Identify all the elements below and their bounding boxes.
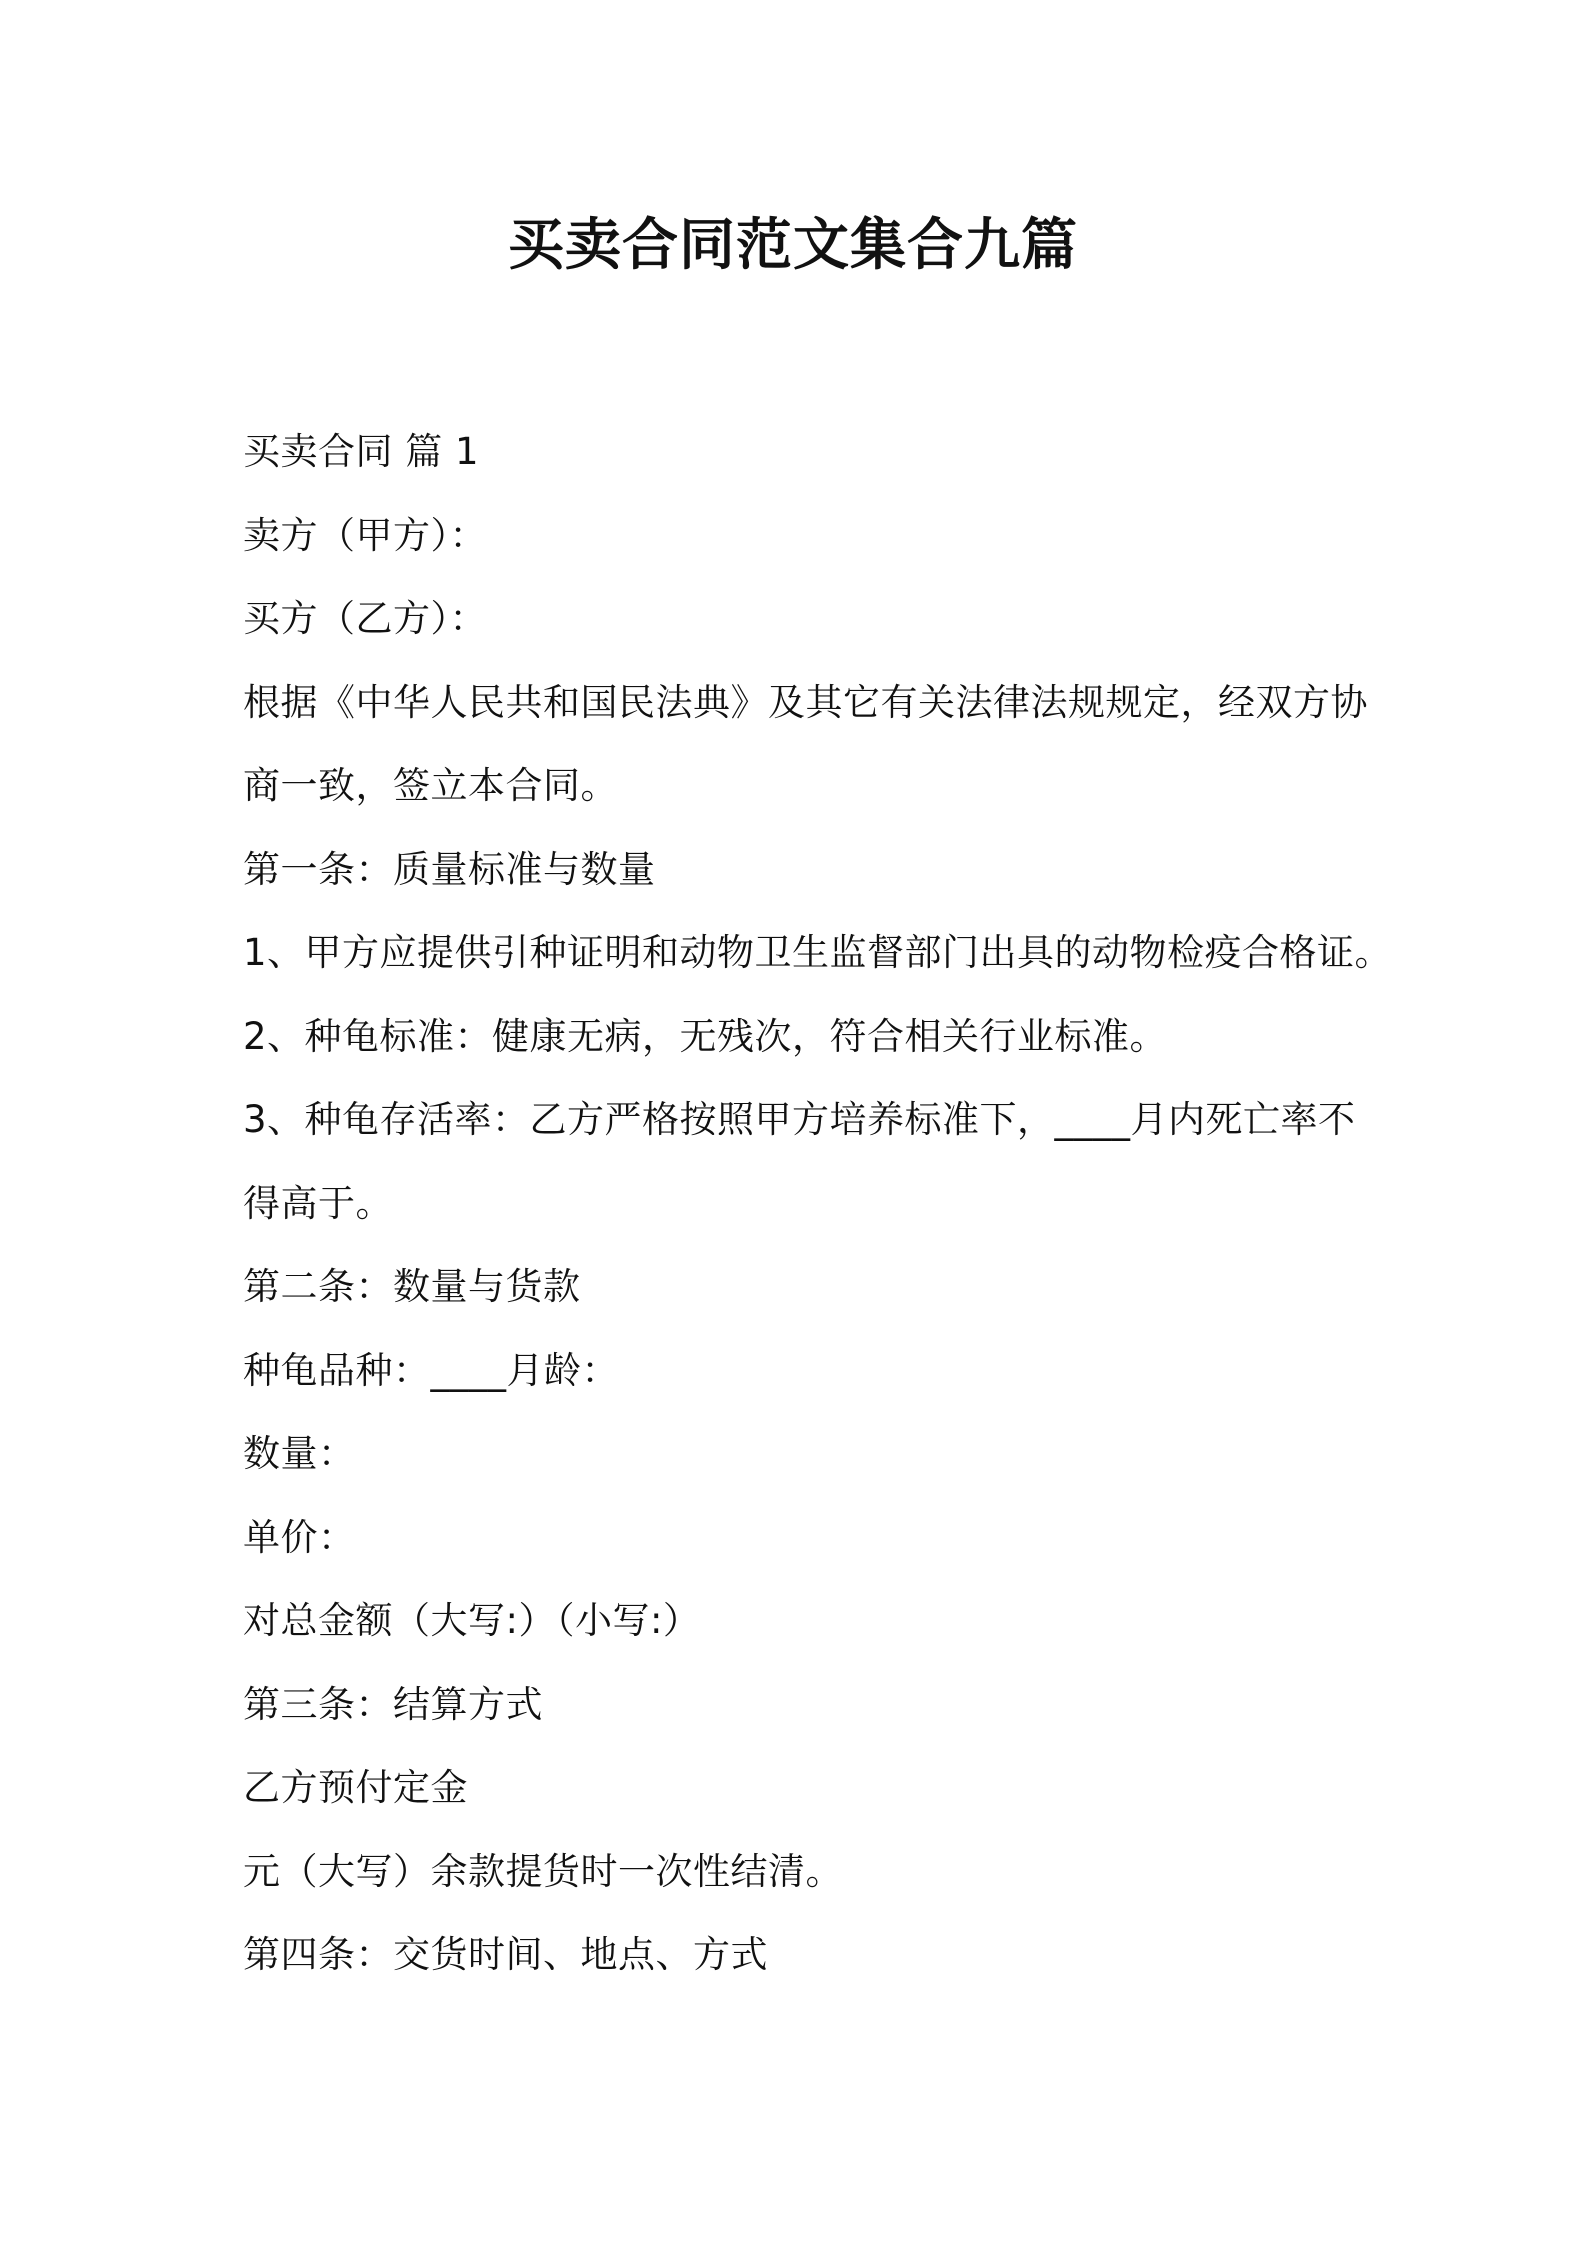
clause-line: 元（大写）余款提货时一次性结清。 [243,1849,843,1893]
field-line-total-amount: 对总金额（大写:）（小写:） [243,1599,701,1642]
clause-line: 2、种龟标准：健康无病，无残次，符合相关行业标准。 [243,1014,1168,1058]
field-line-quantity: 数量： [243,1432,356,1475]
paragraph-line: 商一致，签立本合同。 [243,764,618,807]
article-2-heading: 第二条：数量与货款 [243,1265,581,1308]
field-line-unit-price: 单价： [243,1515,356,1559]
section-heading-contract-1: 买卖合同 篇 1 [243,430,480,473]
clause-line: 1、甲方应提供引种证明和动物卫生监督部门出具的动物检疫合格证。 [243,931,1393,974]
document-title: 买卖合同范文集合九篇 [508,213,1078,278]
field-line-breed: 种龟品种：____月龄： [243,1348,619,1392]
article-3-heading: 第三条：结算方式 [243,1682,543,1726]
paragraph-line: 根据《中华人民共和国民法典》及其它有关法律法规规定，经双方协 [243,680,1368,724]
article-4-heading: 第四条：交货时间、地点、方式 [243,1933,768,1976]
clause-line: 3、种龟存活率：乙方严格按照甲方培养标准下，____月内死亡率不 [243,1098,1356,1141]
document-body [243,410,1393,1997]
seller-line: 卖方（甲方）： [243,513,487,557]
clause-line: 得高于。 [243,1181,393,1225]
clause-line: 乙方预付定金 [243,1766,468,1809]
article-1-heading: 第一条：质量标准与数量 [243,847,656,891]
buyer-line: 买方（乙方）： [243,597,487,640]
